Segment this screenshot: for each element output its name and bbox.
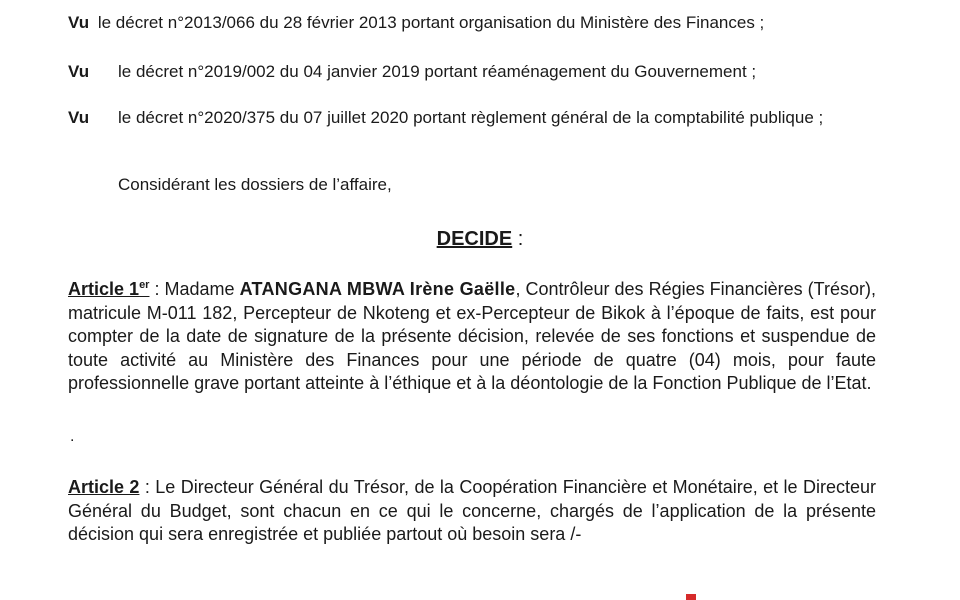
red-stamp-fragment bbox=[686, 594, 696, 600]
vu-label: Vu bbox=[68, 13, 90, 32]
article-2 bbox=[68, 476, 876, 547]
considerant-line: Considérant les dossiers de l’affaire, bbox=[118, 175, 392, 194]
vu-text-3: le décret n°2020/375 du 07 juillet 2020 portant règlement général de la comptabilité publique ; bbox=[118, 108, 824, 127]
vu-line-3 bbox=[68, 107, 89, 129]
person-name: ATANGANA MBWA Irène Gaëlle bbox=[239, 279, 516, 299]
article-1 bbox=[68, 274, 876, 396]
decide-heading bbox=[0, 228, 960, 251]
vu-text: le décret n°2013/066 du 28 février 2013 portant organisation du Ministère des Finances ; bbox=[97, 13, 765, 32]
article-1-sup: er bbox=[139, 279, 150, 291]
vu-line-2 bbox=[68, 61, 89, 83]
article-1-label: Article 1er bbox=[68, 279, 150, 299]
article-2-body: : Le Directeur Général du Trésor, de la Coopération Financière et Monétaire, et le Directeur Général du Budget, sont chacun en ce qui le concerne, chargés de l’application de la présente décision qui sera enregistrée et publiée partout où besoin sera /- bbox=[68, 477, 876, 544]
vu-label: Vu bbox=[68, 108, 90, 127]
vu-label: Vu bbox=[68, 62, 90, 81]
vu-line-1 bbox=[68, 12, 764, 34]
decide-word: DECIDE bbox=[436, 228, 513, 250]
article-1-sep: : Madame bbox=[149, 279, 240, 299]
article-1-body: , Contrôleur des Régies Financières (Trésor), matricule M-011 182, Percepteur de Nkoteng et ex-Percepteur de Bikok à l’époque de faits, est pour compter de la date de signature de la présente décision, relevée de ses fonctions et suspendue de toute activité au Ministère des Finances pour une période de quatre (04) mois, pour faute professionnelle grave portant atteinte à l’éthique et à la déontologie de la Fonction Publique de l’Etat. bbox=[68, 279, 876, 393]
decide-suffix: : bbox=[512, 228, 524, 250]
stray-dot: . bbox=[70, 428, 75, 445]
vu-text-2: le décret n°2019/002 du 04 janvier 2019 portant réaménagement du Gouvernement ; bbox=[118, 62, 757, 81]
article-2-label: Article 2 bbox=[68, 477, 140, 497]
